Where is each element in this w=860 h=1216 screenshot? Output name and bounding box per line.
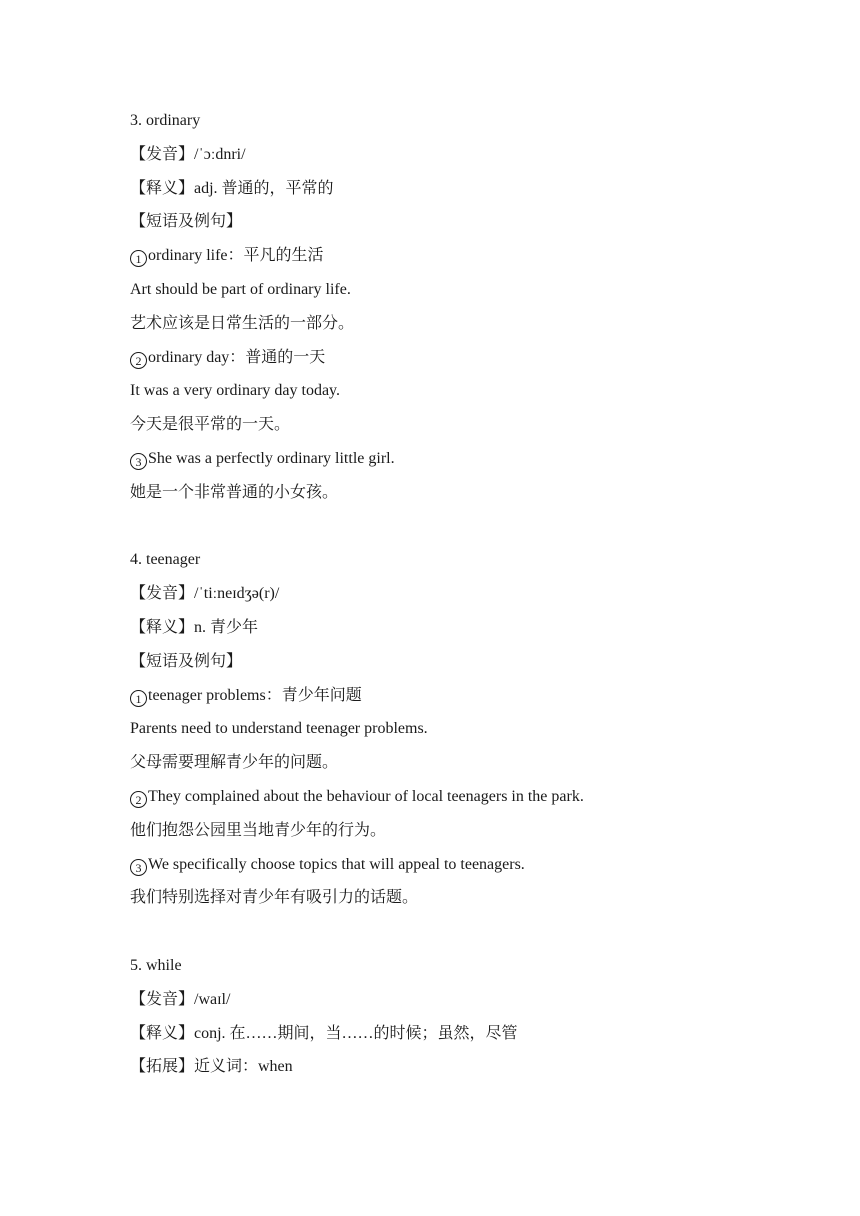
example-chinese: 今天是很平常的一天。	[130, 416, 291, 434]
section-label: 【短语及例句】	[130, 213, 243, 231]
phrase-item	[130, 780, 810, 814]
entry-heading: 3. ordinary	[130, 112, 201, 129]
pronunciation: 【发音】/ˈɔːdnri/	[130, 145, 246, 163]
example-english: Art should be part of ordinary life.	[130, 280, 351, 298]
pronunciation: 【发音】/ˈtiːneɪdʒə(r)/	[130, 585, 280, 603]
phrase-text: ordinary life：平凡的生活	[148, 247, 324, 265]
circled-number: 1	[130, 690, 147, 707]
spacer	[130, 915, 810, 949]
circled-number: 2	[130, 791, 147, 808]
example-english: Parents need to understand teenager problems.	[130, 720, 428, 738]
section-label: 【短语及例句】	[130, 652, 243, 670]
phrase-item	[130, 679, 810, 713]
example-chinese: 她是一个非常普通的小女孩。	[130, 483, 339, 501]
phrase-text: We specifically choose topics that will appeal to teenagers.	[148, 855, 525, 873]
phrase-item	[130, 239, 810, 273]
phrase-text: teenager problems：青少年问题	[148, 686, 362, 704]
entry-heading: 4. teenager	[130, 551, 201, 569]
example-chinese: 父母需要理解青少年的问题。	[130, 754, 339, 772]
example-english: It was a very ordinary day today.	[130, 382, 340, 400]
phrase-item	[130, 341, 810, 375]
phrase-item	[130, 848, 810, 882]
phrase-text: She was a perfectly ordinary little girl.	[148, 449, 395, 467]
definition: 【释义】conj. 在……期间，当……的时候；虽然，尽管	[130, 1024, 518, 1042]
example-chinese: 他们抱怨公园里当地青少年的行为。	[130, 821, 387, 839]
definition: 【释义】n. 青少年	[130, 618, 259, 636]
phrase-text: They complained about the behaviour of local teenagers in the park.	[148, 787, 584, 805]
document-page	[130, 104, 810, 1084]
example-chinese: 我们特别选择对青少年有吸引力的话题。	[130, 889, 419, 907]
phrase-text: ordinary day：普通的一天	[148, 348, 326, 366]
phrase-item	[130, 442, 810, 476]
circled-number: 3	[130, 453, 147, 470]
circled-number: 3	[130, 859, 147, 876]
spacer	[130, 510, 810, 544]
extension-note: 【拓展】近义词：when	[130, 1058, 293, 1076]
circled-number: 2	[130, 352, 147, 369]
pronunciation: 【发音】/waɪl/	[130, 990, 231, 1008]
entry-heading: 5. while	[130, 956, 182, 974]
example-chinese: 艺术应该是日常生活的一部分。	[130, 314, 355, 332]
definition: 【释义】adj. 普通的，平常的	[130, 179, 334, 197]
circled-number: 1	[130, 250, 147, 267]
